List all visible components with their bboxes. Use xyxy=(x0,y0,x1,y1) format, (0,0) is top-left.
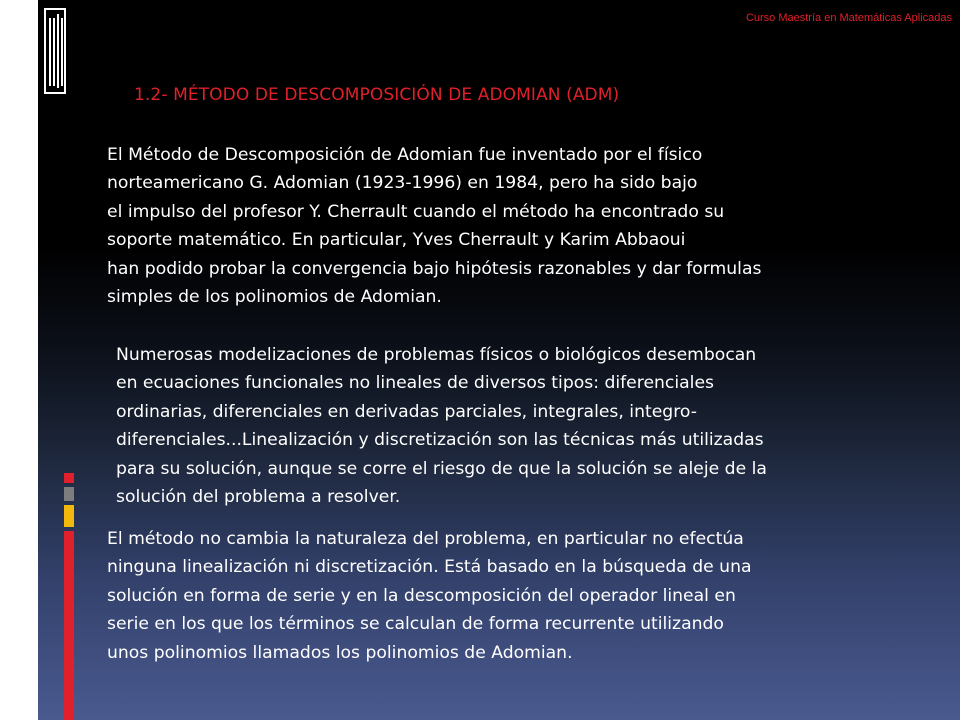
paragraph-modelizations: Numerosas modelizaciones de problemas físicos o biológicos desembocan en ecuaciones funcionales no lineales de diversos tipos: diferenciales ordinarias, diferenciales en derivadas parciales, integrales, integro- diferenciales...Linealización y discretización son las técnicas más utilizadas para su solución, aunque se corre el riesgo de que la solución se aleje de la solución del problema a resolver. xyxy=(116,345,767,508)
course-header: Curso Maestría en Matemáticas Aplicadas xyxy=(745,12,952,24)
accent-red-square xyxy=(64,473,74,483)
accent-gray-square xyxy=(64,487,74,501)
paragraph-method: El método no cambia la naturaleza del problema, en particular no efectúa ninguna linealización ni discretización. Está basado en la búsqueda de una solución en forma de serie y en la descomposición del operador lineal en serie en los que los términos se calculan de forma recurrente utilizando unos polinomios llamados los polinomios de Adomian. xyxy=(107,529,752,663)
accent-yellow-square xyxy=(64,505,74,527)
notebook-icon xyxy=(44,8,66,94)
accent-red-bar xyxy=(64,531,74,720)
left-white-band xyxy=(0,0,38,720)
paragraph-intro: El Método de Descomposición de Adomian fue inventado por el físico norteamericano G. Adomian (1923-1996) en 1984, pero ha sido bajo el impulso del profesor Y. Cherrault cuando el método ha encontrado su soporte matemático. En particular, Yves Cherrault y Karim Abbaoui han podido probar la convergencia bajo hipótesis razonables y dar formulas simples de los polinomios de Adomian. xyxy=(107,145,762,308)
slide-title: 1.2- MÉTODO DE DESCOMPOSICIÓN DE ADOMIAN (ADM) xyxy=(134,85,620,105)
